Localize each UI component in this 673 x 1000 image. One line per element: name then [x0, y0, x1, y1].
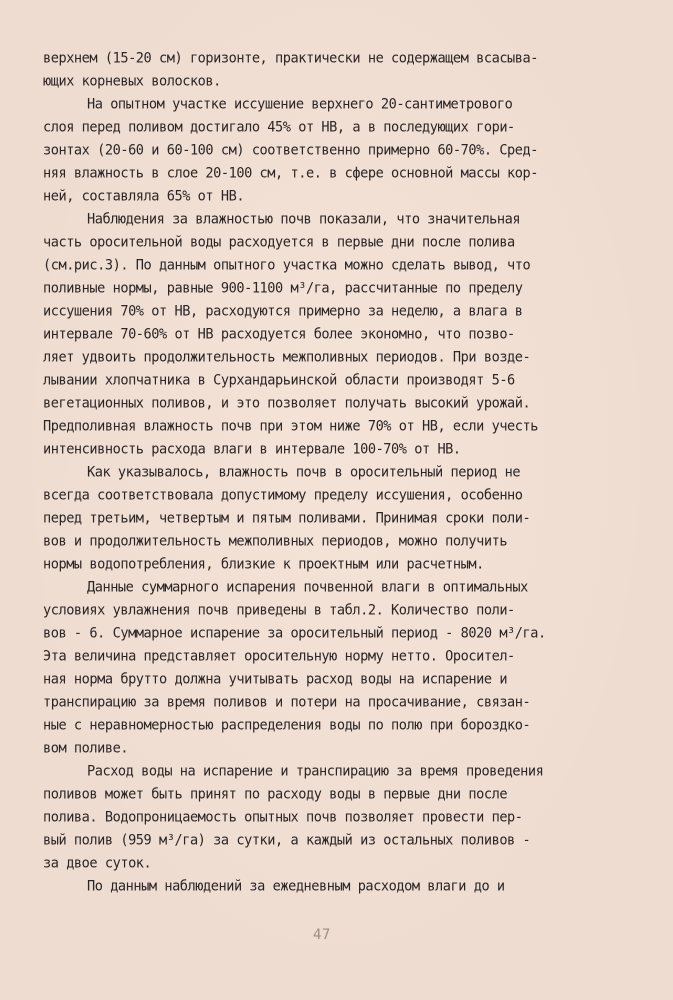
text-line: ющих корневых волосков. [43, 72, 221, 90]
text-line: вегетационных поливов, и это позволяет получать высокий урожай. [43, 394, 531, 412]
text-line: транспирацию за время поливов и потери на просачивание, связан- [43, 693, 531, 711]
text-line: няя влажность в слое 20-100 см, т.е. в сфере основной массы кор- [43, 164, 538, 182]
text-line: ней, составляла 65% от НВ. [43, 187, 245, 205]
text-line: поливов может быть принят по расходу воды в первые дни после [43, 785, 508, 803]
text-line: всегда соответствовала допустимому пределу иссушения, особенно [43, 486, 523, 504]
text-line: нормы водопотребления, близкие к проектным или расчетным. [43, 555, 484, 573]
text-line: за двое суток. [43, 854, 152, 872]
text-line: иссушения 70% от НВ, расходуются примерно за неделю, а влага в [43, 302, 523, 320]
text-line: поливные нормы, равные 900-1100 м³/га, рассчитанные по пределу [43, 279, 523, 297]
text-line: часть оросительной воды расходуется в первые дни после полива [43, 233, 515, 251]
text-line: вый полив (959 м³/га) за сутки, а каждый из остальных поливов - [43, 831, 531, 849]
text-line: перед третьим, четвертым и пятым поливами. Принимая сроки поли- [43, 509, 531, 527]
text-line: На опытном участке иссушение верхнего 20-сантиметрового [87, 95, 513, 113]
text-line: (см.рис.3). По данным опытного участка можно сделать вывод, что [43, 256, 531, 274]
text-line: ная норма брутто должна учитывать расход воды на испарение и [43, 670, 508, 688]
text-line: интервале 70-60% от НВ расходуется более экономно, что позво- [43, 325, 515, 343]
text-line: вом поливе. [43, 739, 129, 757]
text-line: Наблюдения за влажностью почв показали, что значительная [87, 210, 521, 228]
text-line: вов - 6. Суммарное испарение за оросительный период - 8020 м³/га. [43, 624, 546, 642]
text-line: Расход воды на испарение и транспирацию за время проведения [87, 762, 544, 780]
text-line: зонтах (20-60 и 60-100 см) соответственно примерно 60-70%. Сред- [43, 141, 538, 159]
text-line: Предполивная влажность почв при этом ниже 70% от НВ, если учесть [43, 417, 538, 435]
text-line: Как указывалось, влажность почв в оросительный период не [87, 463, 521, 481]
text-line: вов и продолжительность межполивных периодов, можно получить [43, 532, 508, 550]
text-line: По данным наблюдений за ежедневным расходом влаги до и [87, 877, 505, 895]
text-line: Данные суммарного испарения почвенной влаги в оптимальных [87, 578, 528, 596]
text-line: ные с неравномерностью распределения воды по полю при бороздко- [43, 716, 531, 734]
text-line: интенсивность расхода влаги в интервале 100-70% от НВ. [43, 440, 461, 458]
text-line: слоя перед поливом достигало 45% от НВ, а в последующих гори- [43, 118, 515, 136]
text-line: полива. Водопроницаемость опытных почв позволяет провести пер- [43, 808, 523, 826]
text-line: условиях увлажнения почв приведены в табл.2. Количество поли- [43, 601, 515, 619]
text-line: Эта величина представляет оросительную норму нетто. Оросител- [43, 647, 515, 665]
text-line: верхнем (15-20 см) горизонте, практически не содержащем всасыва- [43, 49, 538, 67]
page-number: 47 [313, 927, 331, 943]
text-line: ляет удвоить продолжительность межполивных периодов. При возде- [43, 348, 531, 366]
text-line: лывании хлопчатника в Сурхандарьинской области производят 5-6 [43, 371, 515, 389]
